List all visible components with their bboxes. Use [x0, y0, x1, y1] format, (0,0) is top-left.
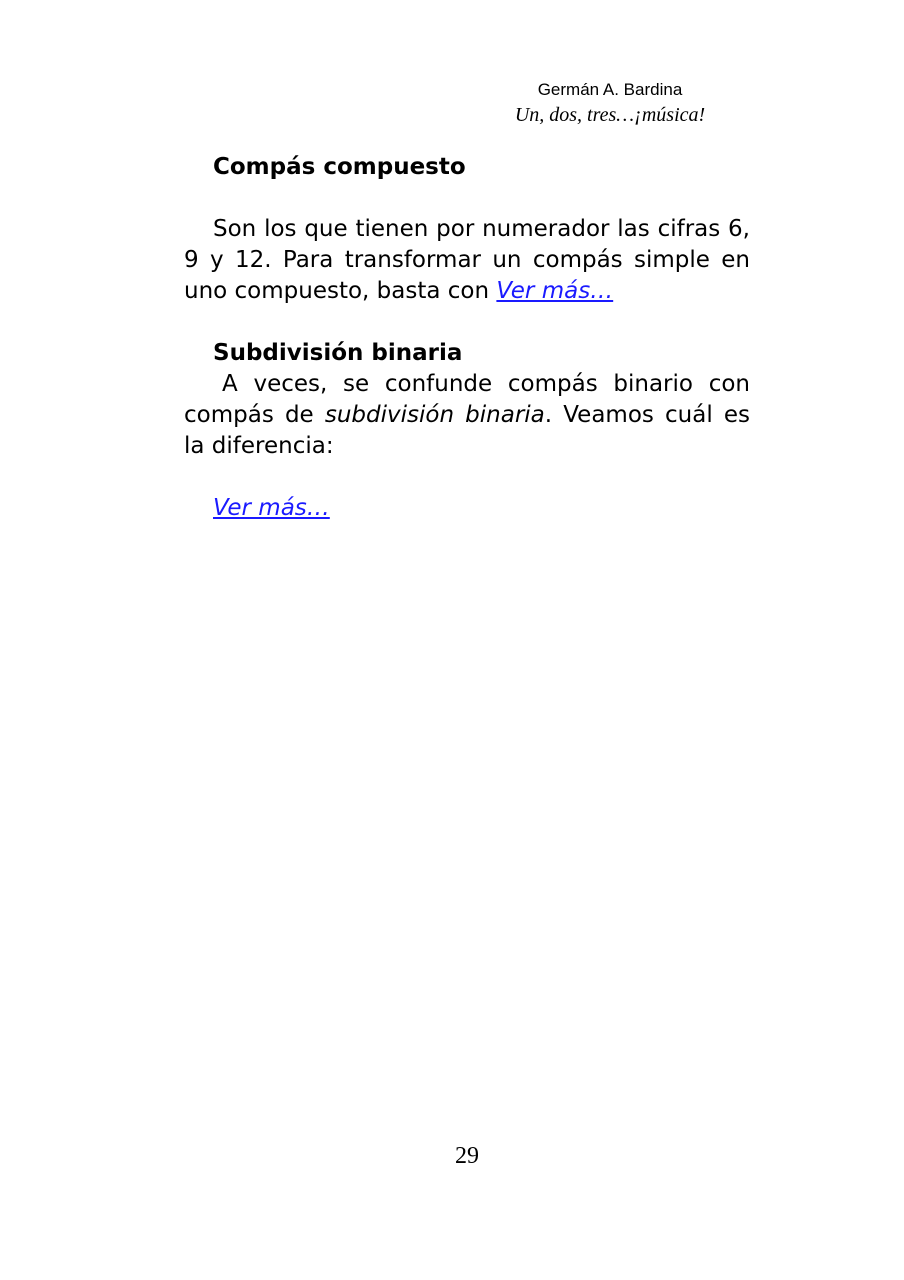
ver-mas-link-2[interactable]: Ver más…: [213, 495, 330, 521]
paragraph-text-start: A veces, se confunde compás binario con compás de: [184, 371, 750, 428]
running-header: [480, 78, 740, 128]
heading-compas-compuesto: Compás compuesto: [213, 154, 466, 180]
paragraph-text-end: . Veamos cuál es la diferencia:: [184, 402, 750, 459]
paragraph-text: Son los que tienen por numerador las cifras 6, 9 y 12. Para transformar un compás simple en uno compuesto, basta con: [184, 216, 750, 304]
ver-mas-link-1[interactable]: Ver más…: [496, 278, 614, 304]
spacer: [184, 183, 750, 214]
page-number: 29: [455, 1143, 479, 1169]
page-body: [184, 152, 750, 524]
spacer: [184, 307, 750, 338]
paragraph-subdivision-binaria: [184, 369, 750, 462]
paragraph-emphasis: subdivisión binaria: [324, 402, 545, 428]
ver-mas-line: [184, 493, 750, 524]
header-author: Germán A. Bardina: [537, 80, 683, 99]
spacer: [184, 462, 750, 493]
heading-subdivision-binaria: Subdivisión binaria: [213, 340, 463, 366]
paragraph-compas-compuesto: [184, 214, 750, 307]
header-book-title: Un, dos, tres…¡música!: [514, 104, 706, 126]
